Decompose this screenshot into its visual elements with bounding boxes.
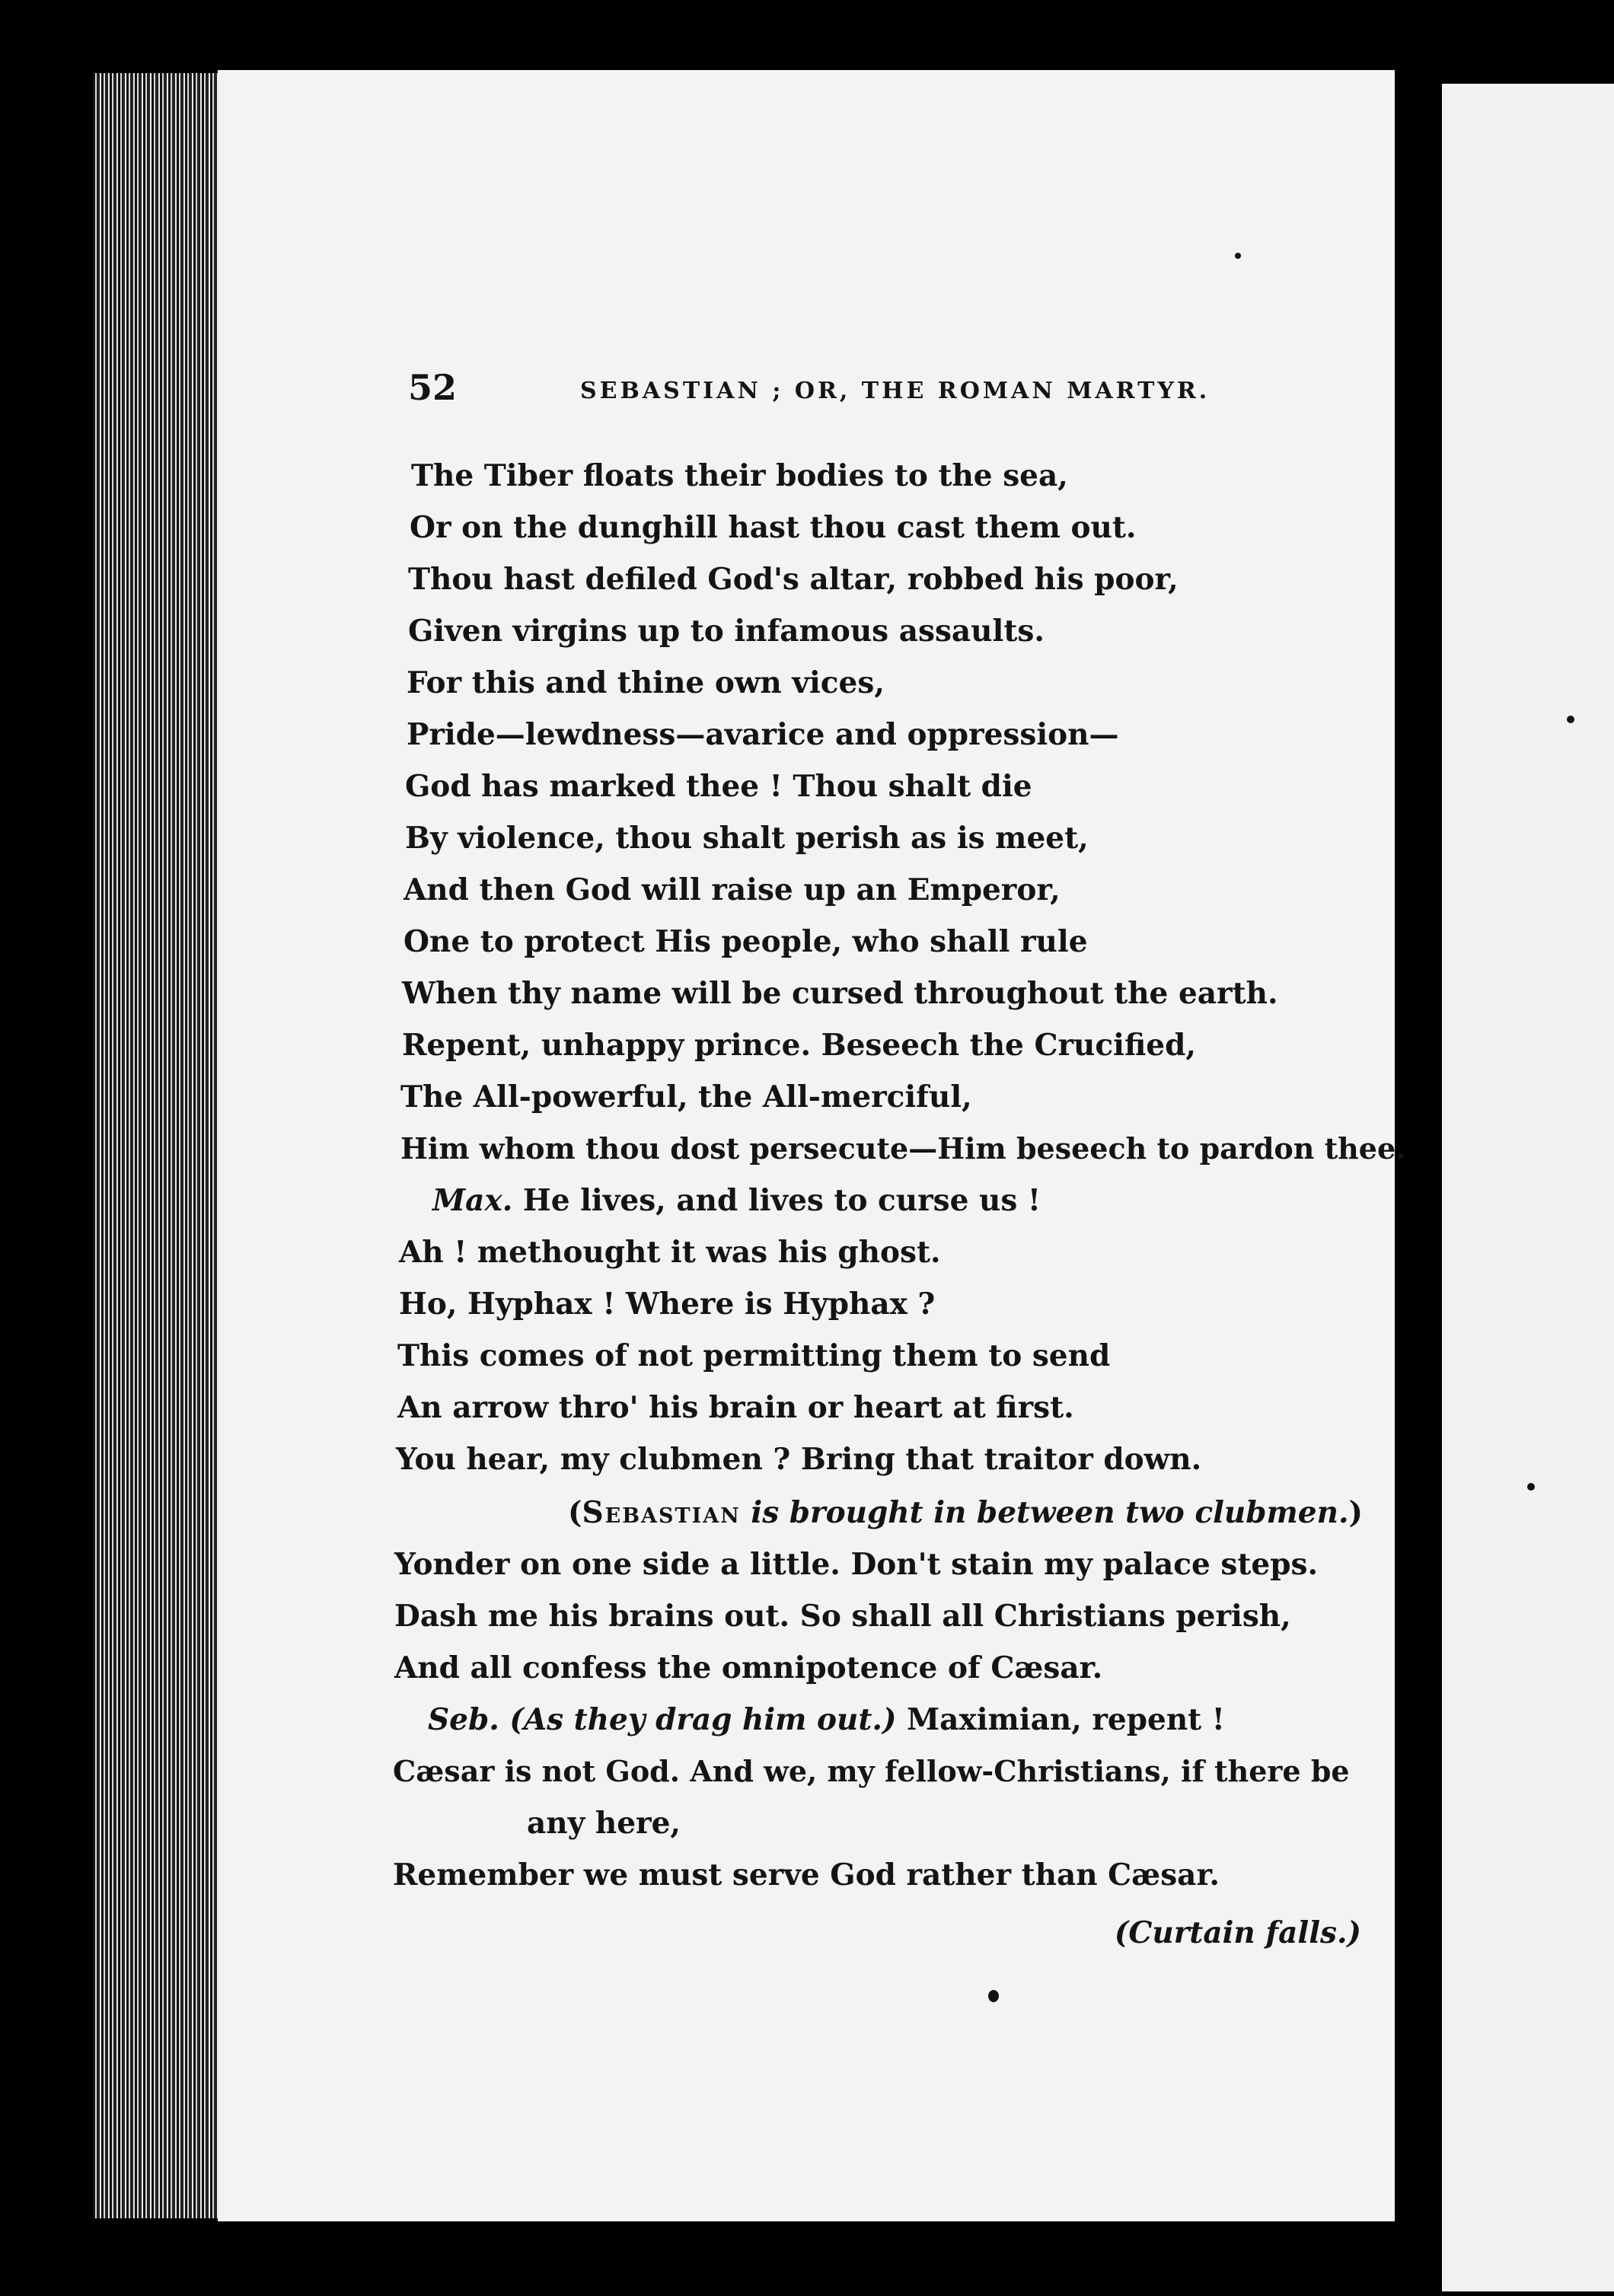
page-number: 52	[408, 367, 458, 408]
verse-line: Or on the dunghill hast thou cast them out.	[410, 510, 1137, 545]
verse-line: Thou hast defiled God's altar, robbed his poor,	[408, 562, 1179, 597]
speech-seb	[428, 1702, 1225, 1737]
verse-line: The Tiber floats their bodies to the sea,	[411, 458, 1068, 493]
page-gutter	[1405, 73, 1442, 2220]
ink-speck	[1567, 716, 1574, 723]
running-head: SEBASTIAN ; OR, THE ROMAN MARTYR.	[580, 378, 1210, 404]
paren-open: (	[568, 1495, 582, 1530]
verse-line: For this and thine own vices,	[407, 665, 885, 700]
verse-line: God has marked thee ! Thou shalt die	[405, 769, 1032, 804]
verse-line: You hear, my clubmen ? Bring that traitor down.	[396, 1442, 1202, 1477]
ink-speck	[988, 1990, 999, 2002]
ink-speck	[1527, 1483, 1535, 1491]
speech-text: He lives, and lives to curse us !	[522, 1183, 1041, 1218]
verse-line: When thy name will be cursed throughout the earth.	[402, 976, 1278, 1011]
ink-speck	[1235, 253, 1241, 259]
verse-line: Yonder on one side a little. Don't stain my palace steps.	[394, 1547, 1319, 1582]
verse-line: Remember we must serve God rather than Cæsar.	[393, 1858, 1220, 1893]
speaker-name: Max.	[432, 1183, 513, 1218]
verse-line: Given virgins up to infamous assaults.	[408, 614, 1045, 649]
verse-line: And then God will raise up an Emperor,	[404, 872, 1061, 907]
verse-line-continuation: any here,	[527, 1806, 681, 1841]
paren-close: )	[1348, 1495, 1363, 1530]
verse-line: By violence, thou shalt perish as is meet,	[405, 821, 1089, 856]
verse-line: One to protect His people, who shall rule	[404, 924, 1088, 959]
verse-line: The All-powerful, the All-merciful,	[400, 1079, 972, 1115]
verse-line: Ah ! methought it was his ghost.	[399, 1235, 941, 1270]
speaker-name: Seb.	[428, 1702, 499, 1737]
book-page-edges	[93, 73, 230, 2218]
verse-line: Dash me his brains out. So shall all Christians perish,	[394, 1599, 1291, 1634]
verse-line: Him whom thou dost persecute—Him beseech to pardon thee.	[400, 1131, 1406, 1166]
verse-line: This comes of not permitting them to send	[397, 1338, 1111, 1373]
speech-max	[432, 1183, 1041, 1218]
verse-line: Repent, unhappy prince. Beseech the Crucified,	[402, 1028, 1196, 1063]
speech-text: Maximian, repent !	[907, 1702, 1225, 1737]
page-header	[408, 367, 1436, 420]
verse-line: Cæsar is not God. And we, my fellow-Christians, if there be	[393, 1754, 1350, 1788]
verse-line: And all confess the omnipotence of Cæsar.	[394, 1650, 1103, 1685]
stage-direction-inline: (As they drag him out.)	[509, 1702, 897, 1737]
facing-page-edge	[1442, 84, 1614, 2291]
verse-line: An arrow thro' his brain or heart at first.	[397, 1390, 1074, 1425]
page-text	[218, 70, 1406, 2221]
character-name: Sebastian	[582, 1495, 741, 1530]
stage-direction	[568, 1495, 1363, 1530]
page-sheet	[218, 70, 1406, 2221]
stage-direction-text: is brought in between two clubmen.	[740, 1495, 1349, 1530]
verse-line: Ho, Hyphax ! Where is Hyphax ?	[399, 1287, 936, 1322]
verse-line: Pride—lewdness—avarice and oppression—	[407, 717, 1119, 752]
curtain-direction: (Curtain falls.)	[1114, 1915, 1361, 1950]
